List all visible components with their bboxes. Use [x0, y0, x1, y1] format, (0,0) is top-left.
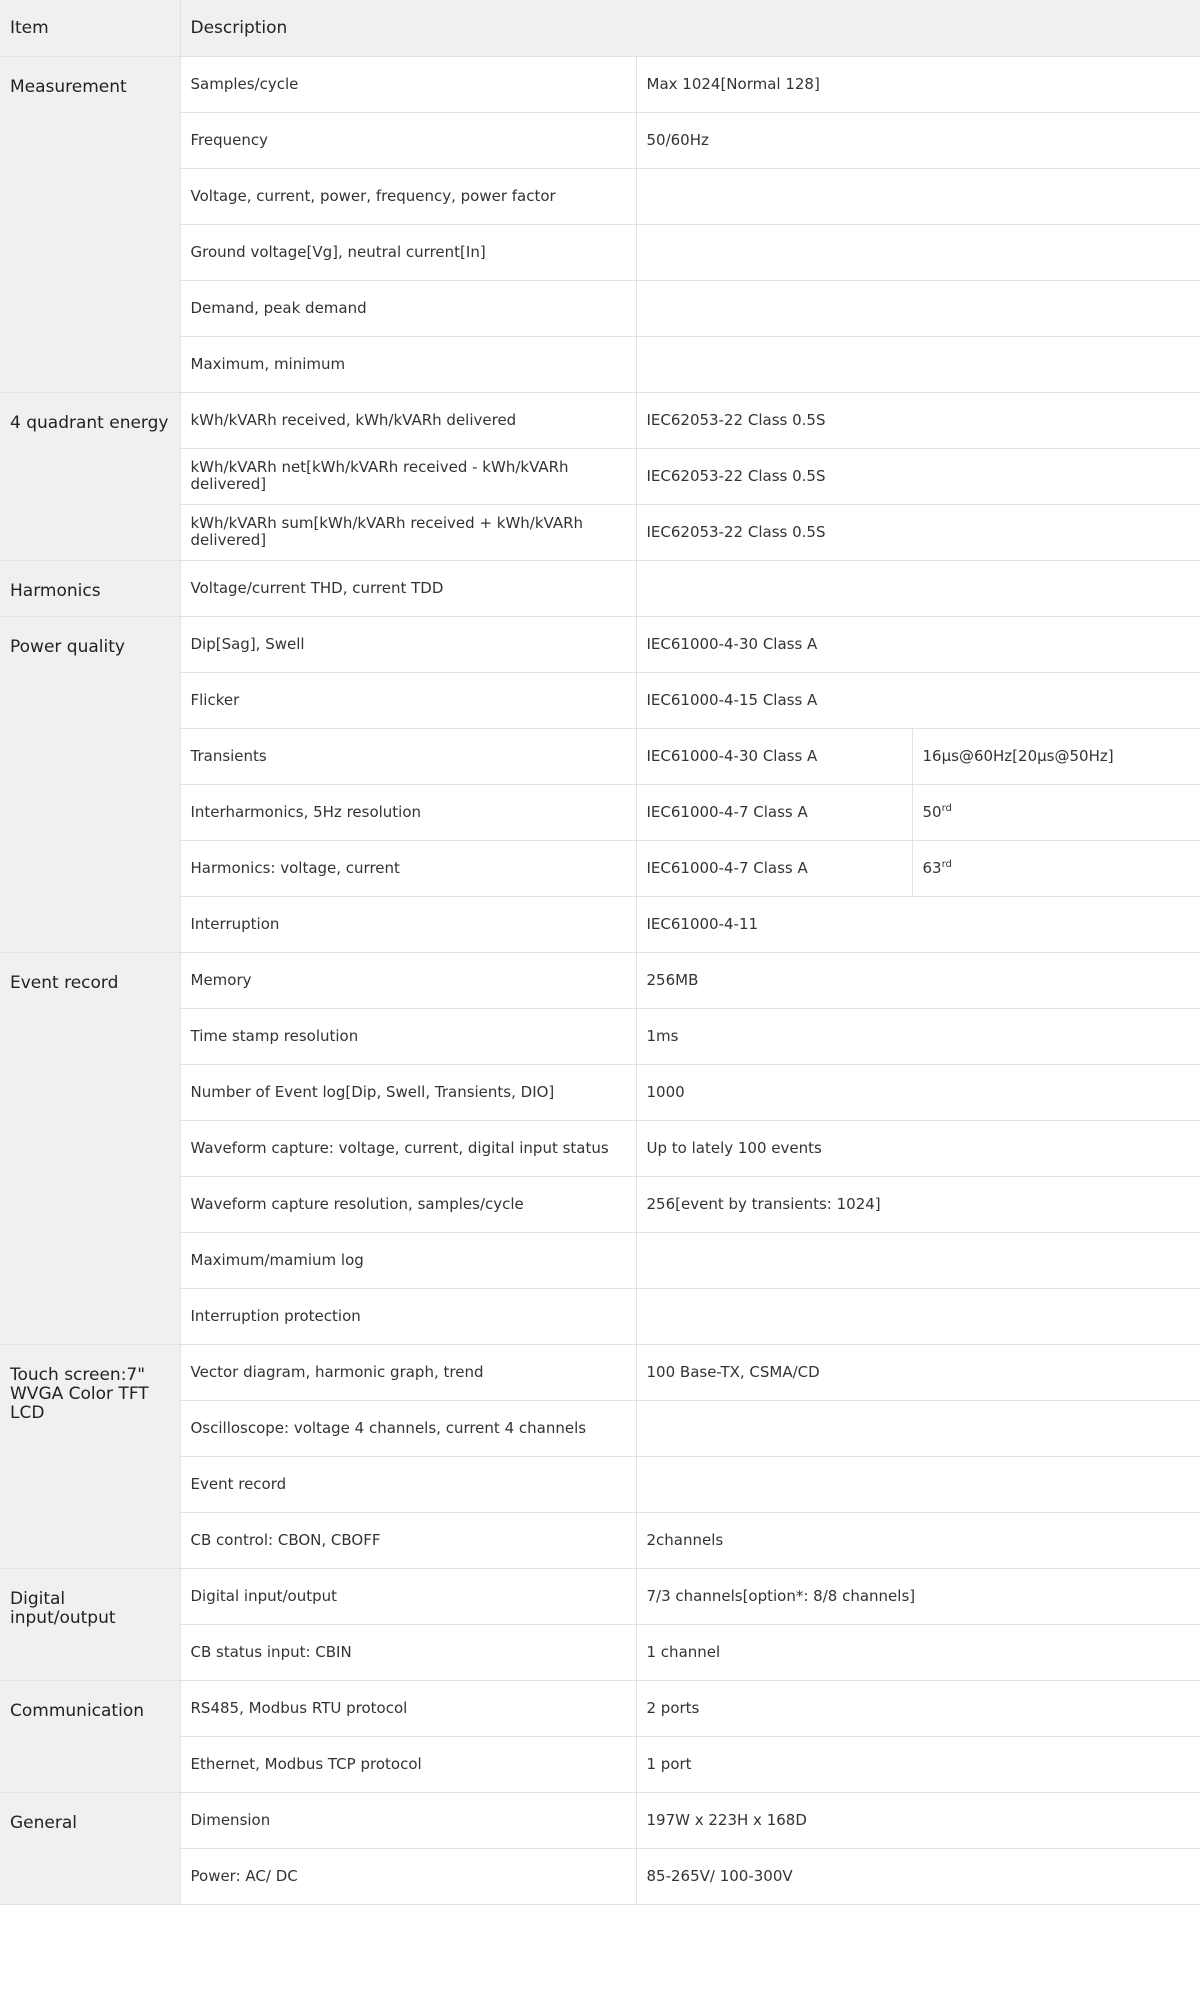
- table-row: [0, 224, 1200, 280]
- value-cell: [636, 336, 1200, 392]
- header-row: [0, 0, 1200, 56]
- value-cell: [636, 560, 1200, 616]
- table-row: [0, 280, 1200, 336]
- value-cell: [636, 1232, 1200, 1288]
- value-cell: 2channels: [636, 1512, 1200, 1568]
- description-cell: Time stamp resolution: [180, 1008, 636, 1064]
- value-cell: 1 port: [636, 1736, 1200, 1792]
- category-cell: Event record: [0, 952, 180, 1344]
- table-row: [0, 840, 1200, 896]
- value-cell: 2 ports: [636, 1680, 1200, 1736]
- description-cell: Dimension: [180, 1792, 636, 1848]
- description-cell: Interruption protection: [180, 1288, 636, 1344]
- table-row: [0, 560, 1200, 616]
- value-cell: 100 Base-TX, CSMA/CD: [636, 1344, 1200, 1400]
- table-row: [0, 1120, 1200, 1176]
- description-cell: Ethernet, Modbus TCP protocol: [180, 1736, 636, 1792]
- description-cell: Samples/cycle: [180, 56, 636, 112]
- table-row: [0, 952, 1200, 1008]
- extra-value-text: 16μs@60Hz[20μs@50Hz]: [922, 746, 1114, 765]
- description-cell: CB status input: CBIN: [180, 1624, 636, 1680]
- table-row: [0, 1624, 1200, 1680]
- category-cell: Harmonics: [0, 560, 180, 616]
- table-row: [0, 1064, 1200, 1120]
- category-cell: Touch screen:7" WVGA Color TFT LCD: [0, 1344, 180, 1568]
- table-row: [0, 392, 1200, 448]
- value-cell: IEC61000-4-7 Class A: [636, 784, 912, 840]
- header-description: Description: [180, 0, 1200, 56]
- description-cell: Frequency: [180, 112, 636, 168]
- value-cell: [636, 1456, 1200, 1512]
- description-cell: Demand, peak demand: [180, 280, 636, 336]
- value-cell: IEC62053-22 Class 0.5S: [636, 392, 1200, 448]
- table-row: [0, 448, 1200, 504]
- description-cell: Ground voltage[Vg], neutral current[In]: [180, 224, 636, 280]
- table-row: [0, 672, 1200, 728]
- ordinal-suffix: rd: [941, 802, 952, 814]
- table-row: [0, 56, 1200, 112]
- description-cell: Waveform capture: voltage, current, digital input status: [180, 1120, 636, 1176]
- extra-value-text: 63: [922, 858, 942, 877]
- table-row: [0, 1232, 1200, 1288]
- value-cell: 1ms: [636, 1008, 1200, 1064]
- description-cell: Voltage, current, power, frequency, power factor: [180, 168, 636, 224]
- value-cell: [636, 280, 1200, 336]
- value-cell: 256[event by transients: 1024]: [636, 1176, 1200, 1232]
- description-cell: Event record: [180, 1456, 636, 1512]
- value-cell: 7/3 channels[option*: 8/8 channels]: [636, 1568, 1200, 1624]
- category-cell: General: [0, 1792, 180, 1904]
- table-row: [0, 616, 1200, 672]
- description-cell: Waveform capture resolution, samples/cycle: [180, 1176, 636, 1232]
- description-cell: Interharmonics, 5Hz resolution: [180, 784, 636, 840]
- table-row: [0, 1400, 1200, 1456]
- description-cell: Oscilloscope: voltage 4 channels, current 4 channels: [180, 1400, 636, 1456]
- category-cell: Measurement: [0, 56, 180, 392]
- description-cell: Interruption: [180, 896, 636, 952]
- value-cell: IEC61000-4-7 Class A: [636, 840, 912, 896]
- extra-value-cell: [912, 728, 1200, 784]
- value-cell: 197W x 223H x 168D: [636, 1792, 1200, 1848]
- value-cell: Up to lately 100 events: [636, 1120, 1200, 1176]
- spec-body: [0, 56, 1200, 1904]
- description-cell: Flicker: [180, 672, 636, 728]
- description-cell: Transients: [180, 728, 636, 784]
- value-cell: Max 1024[Normal 128]: [636, 56, 1200, 112]
- table-row: [0, 112, 1200, 168]
- category-cell: Communication: [0, 1680, 180, 1792]
- value-cell: IEC61000-4-30 Class A: [636, 616, 1200, 672]
- value-cell: [636, 1400, 1200, 1456]
- description-cell: kWh/kVARh net[kWh/kVARh received - kWh/kVARh delivered]: [180, 448, 636, 504]
- category-cell: 4 quadrant energy: [0, 392, 180, 560]
- description-cell: CB control: CBON, CBOFF: [180, 1512, 636, 1568]
- description-cell: Digital input/output: [180, 1568, 636, 1624]
- value-cell: 1000: [636, 1064, 1200, 1120]
- table-row: [0, 1792, 1200, 1848]
- extra-value-cell: [912, 784, 1200, 840]
- category-cell: Power quality: [0, 616, 180, 952]
- value-cell: [636, 224, 1200, 280]
- value-cell: IEC61000-4-30 Class A: [636, 728, 912, 784]
- value-cell: 256MB: [636, 952, 1200, 1008]
- table-row: [0, 1008, 1200, 1064]
- table-row: [0, 1736, 1200, 1792]
- value-cell: 1 channel: [636, 1624, 1200, 1680]
- description-cell: Maximum/mamium log: [180, 1232, 636, 1288]
- extra-value-text: 50: [922, 802, 942, 821]
- description-cell: Maximum, minimum: [180, 336, 636, 392]
- description-cell: Dip[Sag], Swell: [180, 616, 636, 672]
- header-item: Item: [0, 0, 180, 56]
- description-cell: RS485, Modbus RTU protocol: [180, 1680, 636, 1736]
- extra-value-cell: [912, 840, 1200, 896]
- value-cell: [636, 1288, 1200, 1344]
- table-row: [0, 728, 1200, 784]
- ordinal-suffix: rd: [941, 858, 952, 870]
- value-cell: IEC62053-22 Class 0.5S: [636, 448, 1200, 504]
- value-cell: IEC62053-22 Class 0.5S: [636, 504, 1200, 560]
- table-row: [0, 1288, 1200, 1344]
- table-row: [0, 1512, 1200, 1568]
- description-cell: Memory: [180, 952, 636, 1008]
- description-cell: kWh/kVARh received, kWh/kVARh delivered: [180, 392, 636, 448]
- table-row: [0, 1344, 1200, 1400]
- table-row: [0, 168, 1200, 224]
- table-row: [0, 336, 1200, 392]
- table-row: [0, 1176, 1200, 1232]
- table-row: [0, 784, 1200, 840]
- value-cell: IEC61000-4-15 Class A: [636, 672, 1200, 728]
- table-row: [0, 1456, 1200, 1512]
- description-cell: Number of Event log[Dip, Swell, Transients, DIO]: [180, 1064, 636, 1120]
- value-cell: 85-265V/ 100-300V: [636, 1848, 1200, 1904]
- table-row: [0, 1680, 1200, 1736]
- category-cell: Digital input/output: [0, 1568, 180, 1680]
- value-cell: 50/60Hz: [636, 112, 1200, 168]
- table-row: [0, 504, 1200, 560]
- value-cell: [636, 168, 1200, 224]
- table-row: [0, 1848, 1200, 1904]
- description-cell: kWh/kVARh sum[kWh/kVARh received + kWh/kVARh delivered]: [180, 504, 636, 560]
- value-cell: IEC61000-4-11: [636, 896, 1200, 952]
- table-row: [0, 896, 1200, 952]
- description-cell: Voltage/current THD, current TDD: [180, 560, 636, 616]
- description-cell: Vector diagram, harmonic graph, trend: [180, 1344, 636, 1400]
- description-cell: Power: AC/ DC: [180, 1848, 636, 1904]
- table-row: [0, 1568, 1200, 1624]
- description-cell: Harmonics: voltage, current: [180, 840, 636, 896]
